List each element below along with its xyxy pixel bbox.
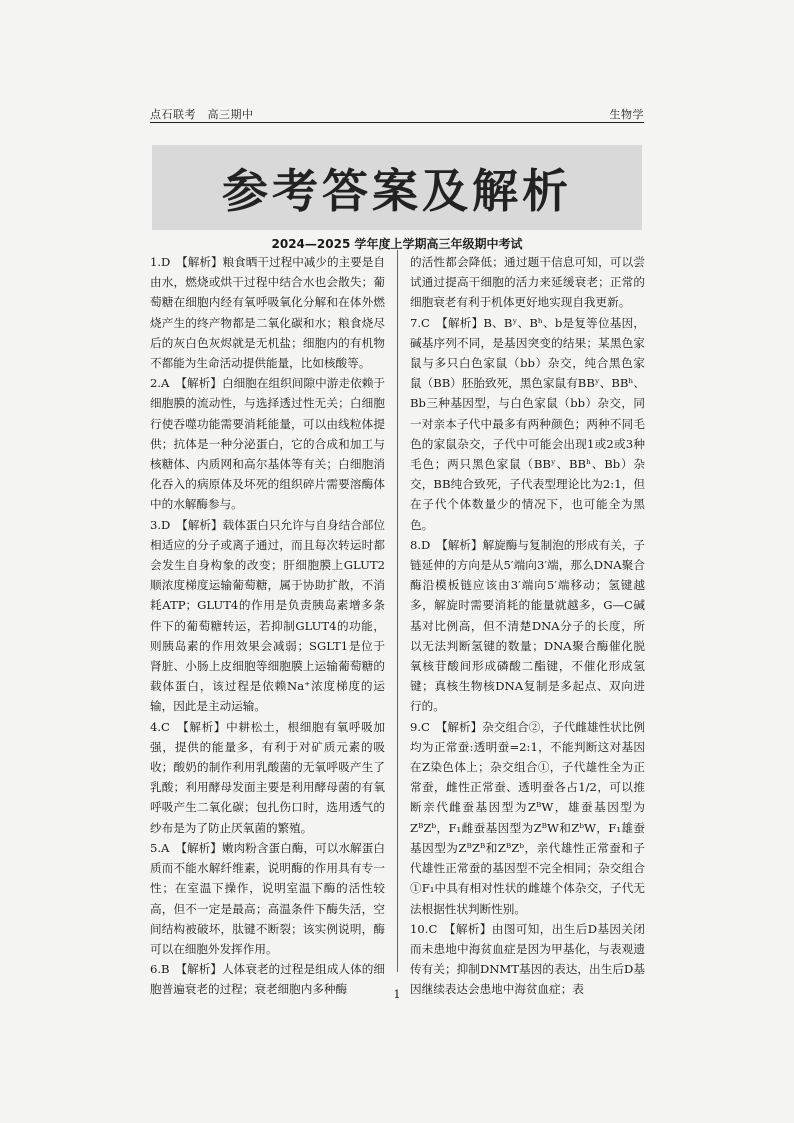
answer-item: 3.D 【解析】载体蛋白只允许与自身结合部位相适应的分子或离子通过，而且每次转运时都会发生自身构象的改变；肝细胞膜上GLUT2顺浓度梯度运输葡萄糖，属于协助扩散，不消耗ATP；GLUT4的作用是负责胰岛素增多条件下的葡萄糖转运，若抑制GLUT4的功能，则胰岛素的作用效果会减弱；SGLT1是位于肾脏、小肠上皮细胞等细胞膜上运输葡萄糖的载体蛋白，该过程是依赖Na⁺浓度梯度的运输，因此是主动运输。 bbox=[150, 517, 385, 714]
header-subject: 生物学 bbox=[609, 108, 644, 121]
answer-item: 8.D 【解析】解旋酶与复制泡的形成有关，子链延伸的方向是从5′端向3′端，那么DNA聚合酶沿模板链应该由3′端向5′端移动；氢键越多，解旋时需要消耗的能量就越多，G—C碱基对比例高，但不清楚DNA分子的长度，所以无法判断氢键的数量；DNA聚合酶催化脱氧核苷酸间形成磷酸二酯键，不催化形成氢键；真核生物核DNA复制是多起点、双向进行的。 bbox=[410, 537, 645, 714]
right-column bbox=[410, 252, 645, 1000]
answer-item: 4.C 【解析】中耕松土，根细胞有氧呼吸加强，提供的能量多，有利于对矿质元素的吸收；酸奶的制作利用乳酸菌的无氧呼吸产生了乳酸；利用酵母发面主要是利用酵母菌的有氧呼吸产生二氧化碳；包扎伤口时，选用透气的纱布是为了防止厌氧菌的繁殖。 bbox=[150, 719, 385, 835]
answer-item: 9.C 【解析】杂交组合②，子代雌雄性状比例均为正常蚕:透明蚕=2:1，不能判断这对基因在Z染色体上；杂交组合①，子代雄性全为正常蚕，雌性正常蚕、透明蚕各占1/2，可以推断亲代雌蚕基因型为ZᴮW，雄蚕基因型为ZᴮZᵇ，F₁雌蚕基因型为ZᴮW和ZᵇW，F₁雄蚕基因型为ZᴮZᴮ和ZᴮZᵇ，亲代雄性正常蚕和子代雄性正常蚕的基因型不完全相同；杂交组合①F₁中具有相对性状的雌雄个体杂交，子代无法根据性状判断性别。 bbox=[410, 719, 645, 916]
answer-item: 5.A 【解析】嫩肉粉含蛋白酶，可以水解蛋白质而不能水解纤维素，说明酶的作用具有专一性；在室温下操作，说明室温下酶的活性较高，但不一定是最高；高温条件下酶失活，空间结构被破坏，肽键不断裂；该实例说明，酶可以在细胞外发挥作用。 bbox=[150, 840, 385, 956]
exam-subtitle: 2024—2025 学年度上学期高三年级期中考试 bbox=[271, 237, 523, 251]
title-banner bbox=[152, 145, 642, 230]
answer-item: 1.D 【解析】粮食晒干过程中减少的主要是自由水，燃烧或烘干过程中结合水也会散失；葡萄糖在细胞内经有氧呼吸氧化分解和在体外燃烧产生的终产物都是二氧化碳和水；粮食烧尽后的灰白色灰烬就是无机盐；细胞内的有机物不都能为生命活动提供能量，比如核酸等。 bbox=[150, 255, 385, 371]
header-divider bbox=[150, 122, 644, 123]
page-title: 参考答案及解析 bbox=[222, 163, 572, 218]
answer-item: 7.C 【解析】B、Bʸ、Bʰ、b是复等位基因，碱基序列不同，是基因突变的结果；某黑色家鼠与多只白色家鼠（bb）杂交，纯合黑色家鼠（BB）胚胎致死，黑色家鼠有BBʸ、BBʰ、Bb三种基因型，与白色家鼠（bb）杂交，同一对亲本子代中最多有两种颜色；两种不同毛色的家鼠杂交，子代中可能会出现1或2或3种毛色；两只黑色家鼠（BBʸ、BBʰ、Bb）杂交，BB纯合致死，子代表型理论比为2:1，但在子代个体数量少的情况下，也可能全为黑色。 bbox=[410, 315, 645, 532]
header-exam-name: 点石联考 高三期中 bbox=[150, 108, 254, 121]
answer-item: 的活性都会降低；通过题干信息可知，可以尝试通过提高干细胞的活力来延缓衰老；正常的细胞衰老有利于机体更好地实现自我更新。 bbox=[410, 255, 645, 310]
page-number: 1 bbox=[393, 988, 401, 1001]
answer-item: 10.C 【解析】由图可知，出生后D基因关闭而未患地中海贫血症是因为甲基化，与表观遗传有关；抑制DNMT基因的表达，出生后D基因继续表达会患地中海贫血症；表 bbox=[410, 921, 645, 997]
answer-item: 2.A 【解析】白细胞在组织间隙中游走依赖于细胞膜的流动性，与选择透过性无关；白细胞行使吞噬功能需要消耗能量，可以由线粒体提供；抗体是一种分泌蛋白，它的合成和加工与核糖体、内质网和高尔基体等有关；白细胞消化吞入的病原体及坏死的组织碎片需要溶酶体中的水解酶参与。 bbox=[150, 376, 385, 512]
column-divider bbox=[397, 250, 398, 972]
answer-item: 6.B 【解析】人体衰老的过程是组成人体的细胞普遍衰老的过程；衰老细胞内多种酶 bbox=[150, 962, 385, 997]
left-column bbox=[150, 252, 385, 1000]
